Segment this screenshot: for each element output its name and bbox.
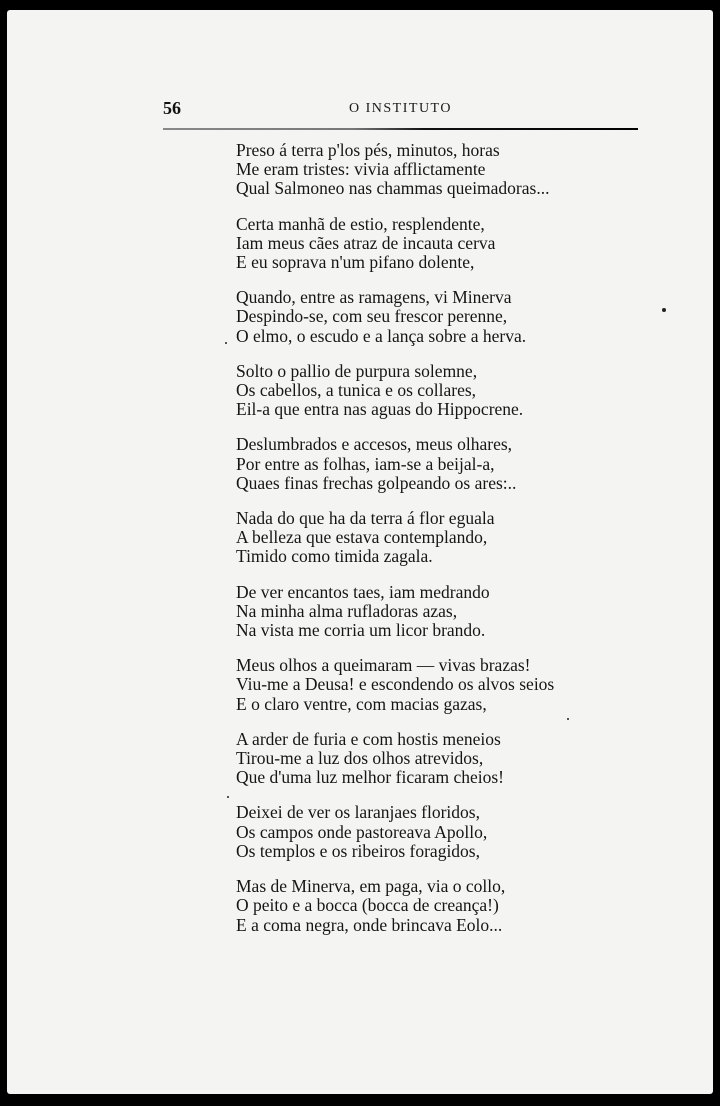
poem-line: Os templos e os ribeiros foragidos, — [236, 840, 480, 861]
stanza — [236, 583, 616, 641]
stanza — [236, 362, 616, 420]
poem-line: De ver encantos taes, iam medrando — [236, 581, 490, 602]
poem-body — [236, 141, 616, 951]
stanza — [236, 877, 616, 935]
poem-line: Eil-a que entra nas aguas do Hippocrene. — [236, 399, 524, 420]
poem-line: Certa manhã de estio, resplendente, — [236, 213, 485, 234]
print-speck — [225, 342, 227, 344]
page-number: 56 — [163, 98, 181, 118]
stanza — [236, 435, 616, 493]
poem-line: Deixei de ver os laranjaes floridos, — [236, 802, 480, 823]
poem-line: E o claro ventre, com macias gazas, — [236, 693, 487, 714]
print-speck — [227, 796, 229, 798]
stanza — [236, 730, 616, 788]
poem-line: Preso á terra p'los pés, minutos, horas — [236, 140, 500, 160]
page-header — [163, 96, 638, 132]
poem-line: O peito e a bocca (bocca de creança!) — [236, 895, 499, 916]
poem-line: Iam meus cães atraz de incauta cerva — [236, 232, 496, 253]
stanza — [236, 803, 616, 861]
stanza — [236, 288, 616, 346]
poem-line: Solto o pallio de purpura solemne, — [236, 360, 478, 381]
poem-line: E a coma negra, onde brincava Eolo... — [236, 914, 503, 935]
poem-line: Deslumbrados e accesos, meus olhares, — [236, 434, 513, 455]
poem-line: Me eram tristes: vivia afflictamente — [236, 159, 486, 180]
poem-line: Na vista me corria um licor brando. — [236, 620, 486, 641]
poem-line: Os campos onde pastoreava Apollo, — [236, 821, 488, 842]
poem-line: Quando, entre as ramagens, vi Minerva — [236, 287, 512, 308]
poem-line: Nada do que ha da terra á flor eguala — [236, 508, 495, 529]
running-title: O INSTITUTO — [349, 101, 452, 116]
book-page — [7, 10, 713, 1094]
print-speck — [662, 308, 666, 312]
poem-line: Na minha alma rufladoras azas, — [236, 600, 458, 621]
stanza — [236, 656, 616, 714]
poem-line: Qual Salmoneo nas chammas queimadoras... — [236, 178, 550, 199]
poem-line: E eu soprava n'um pifano dolente, — [236, 252, 475, 273]
poem-line: Despindo-se, com seu frescor perenne, — [236, 306, 508, 327]
poem-line: A belleza que estava contemplando, — [236, 527, 488, 548]
poem-line: Quaes finas frechas golpeando os ares:.. — [236, 472, 517, 493]
stanza — [236, 141, 616, 199]
poem-line: Os cabellos, a tunica e os collares, — [236, 380, 477, 401]
header-rule — [163, 128, 638, 130]
poem-line: Meus olhos a queimaram — vivas brazas! — [236, 655, 531, 676]
stanza — [236, 215, 616, 273]
print-speck — [567, 718, 569, 720]
poem-line: O elmo, o escudo e a lança sobre a herva. — [236, 325, 527, 346]
poem-line: Por entre as folhas, iam-se a beijal-a, — [236, 453, 495, 474]
poem-line: Viu-me a Deusa! e escondendo os alvos seios — [236, 674, 555, 695]
poem-line: Timido como timida zagala. — [236, 546, 433, 567]
poem-line: Que d'uma luz melhor ficaram cheios! — [236, 767, 504, 788]
stanza — [236, 509, 616, 567]
poem-line: A arder de furia e com hostis meneios — [236, 728, 501, 749]
poem-line: Mas de Minerva, em paga, via o collo, — [236, 876, 506, 897]
poem-line: Tirou-me a luz dos olhos atrevidos, — [236, 748, 484, 769]
